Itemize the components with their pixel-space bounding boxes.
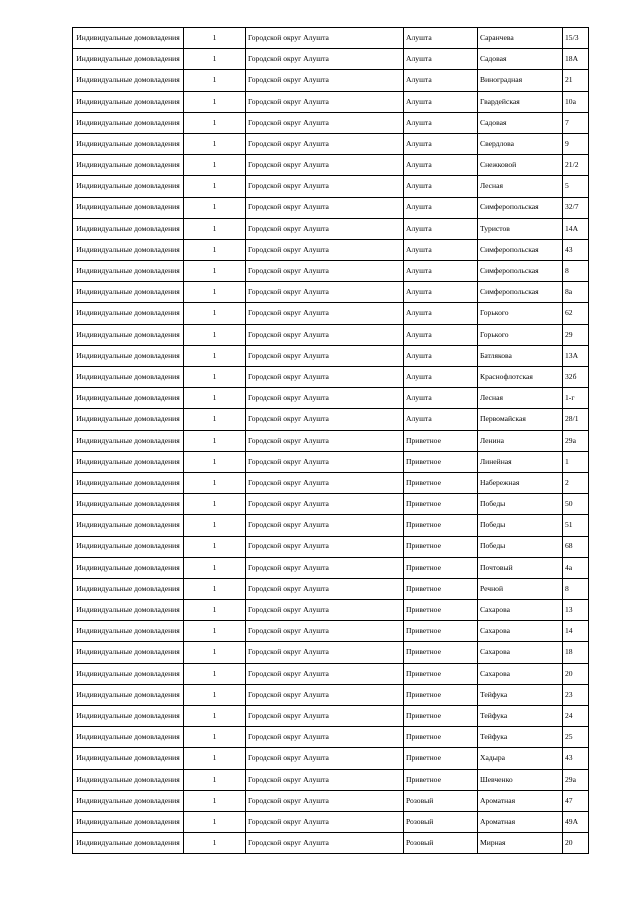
housing-type-cell: Индивидуальные домовладения xyxy=(73,706,184,727)
locality-cell: Алушта xyxy=(404,155,478,176)
house-number-cell: 13 xyxy=(563,600,589,621)
table-row xyxy=(73,239,589,260)
street-cell: Симферопольская xyxy=(478,282,563,303)
housing-type-cell: Индивидуальные домовладения xyxy=(73,49,184,70)
count-cell: 1 xyxy=(184,91,246,112)
table-row xyxy=(73,472,589,493)
table-row xyxy=(73,451,589,472)
house-number-cell: 15/3 xyxy=(563,28,589,49)
count-cell: 1 xyxy=(184,472,246,493)
locality-cell: Алушта xyxy=(404,197,478,218)
locality-cell: Привeтное xyxy=(404,621,478,642)
street-cell: Сахарова xyxy=(478,642,563,663)
house-number-cell: 28/1 xyxy=(563,409,589,430)
street-cell: Симферопольская xyxy=(478,261,563,282)
locality-cell: Розовый xyxy=(404,833,478,854)
housing-type-cell: Индивидуальные домовладения xyxy=(73,388,184,409)
district-cell: Городской округ Алушта xyxy=(246,282,404,303)
house-number-cell: 21 xyxy=(563,70,589,91)
housing-type-cell: Индивидуальные домовладения xyxy=(73,833,184,854)
locality-cell: Алушта xyxy=(404,409,478,430)
table-row xyxy=(73,409,589,430)
house-number-cell: 8а xyxy=(563,282,589,303)
count-cell: 1 xyxy=(184,155,246,176)
count-cell: 1 xyxy=(184,345,246,366)
locality-cell: Алушта xyxy=(404,176,478,197)
street-cell: Ленина xyxy=(478,430,563,451)
street-cell: Лесная xyxy=(478,176,563,197)
table-row xyxy=(73,515,589,536)
house-number-cell: 10а xyxy=(563,91,589,112)
house-number-cell: 29а xyxy=(563,769,589,790)
registry-table xyxy=(72,27,589,854)
count-cell: 1 xyxy=(184,811,246,832)
street-cell: Тейфука xyxy=(478,727,563,748)
locality-cell: Алушта xyxy=(404,388,478,409)
locality-cell: Привeтное xyxy=(404,515,478,536)
house-number-cell: 8 xyxy=(563,578,589,599)
locality-cell: Привeтное xyxy=(404,769,478,790)
house-number-cell: 49А xyxy=(563,811,589,832)
housing-type-cell: Индивидуальные домовладения xyxy=(73,663,184,684)
housing-type-cell: Индивидуальные домовладения xyxy=(73,811,184,832)
count-cell: 1 xyxy=(184,133,246,154)
locality-cell: Привeтное xyxy=(404,536,478,557)
table-row xyxy=(73,600,589,621)
housing-type-cell: Индивидуальные домовладения xyxy=(73,600,184,621)
housing-type-cell: Индивидуальные домовладения xyxy=(73,621,184,642)
table-row xyxy=(73,663,589,684)
house-number-cell: 23 xyxy=(563,684,589,705)
house-number-cell: 43 xyxy=(563,748,589,769)
house-number-cell: 8 xyxy=(563,261,589,282)
table-row xyxy=(73,557,589,578)
housing-type-cell: Индивидуальные домовладения xyxy=(73,578,184,599)
street-cell: Горького xyxy=(478,303,563,324)
count-cell: 1 xyxy=(184,790,246,811)
street-cell: Сахарова xyxy=(478,600,563,621)
house-number-cell: 50 xyxy=(563,494,589,515)
table-row xyxy=(73,49,589,70)
street-cell: Гвардейская xyxy=(478,91,563,112)
housing-type-cell: Индивидуальные домовладения xyxy=(73,727,184,748)
house-number-cell: 43 xyxy=(563,239,589,260)
locality-cell: Привeтное xyxy=(404,430,478,451)
count-cell: 1 xyxy=(184,557,246,578)
district-cell: Городской округ Алушта xyxy=(246,345,404,366)
count-cell: 1 xyxy=(184,49,246,70)
table-row xyxy=(73,112,589,133)
district-cell: Городской округ Алушта xyxy=(246,769,404,790)
table-row xyxy=(73,833,589,854)
count-cell: 1 xyxy=(184,70,246,91)
housing-type-cell: Индивидуальные домовладения xyxy=(73,790,184,811)
district-cell: Городской округ Алушта xyxy=(246,409,404,430)
locality-cell: Привeтное xyxy=(404,494,478,515)
district-cell: Городской округ Алушта xyxy=(246,451,404,472)
district-cell: Городской округ Алушта xyxy=(246,621,404,642)
district-cell: Городской округ Алушта xyxy=(246,261,404,282)
district-cell: Городской округ Алушта xyxy=(246,28,404,49)
street-cell: Почтовый xyxy=(478,557,563,578)
locality-cell: Привeтное xyxy=(404,600,478,621)
house-number-cell: 7 xyxy=(563,112,589,133)
count-cell: 1 xyxy=(184,197,246,218)
house-number-cell: 14 xyxy=(563,621,589,642)
street-cell: Свердлова xyxy=(478,133,563,154)
locality-cell: Привeтное xyxy=(404,578,478,599)
district-cell: Городской округ Алушта xyxy=(246,811,404,832)
housing-type-cell: Индивидуальные домовладения xyxy=(73,769,184,790)
housing-type-cell: Индивидуальные домовладения xyxy=(73,133,184,154)
table-row xyxy=(73,790,589,811)
count-cell: 1 xyxy=(184,388,246,409)
house-number-cell: 29 xyxy=(563,324,589,345)
housing-type-cell: Индивидуальные домовладения xyxy=(73,261,184,282)
district-cell: Городской округ Алушта xyxy=(246,706,404,727)
house-number-cell: 32б xyxy=(563,367,589,388)
housing-type-cell: Индивидуальные домовладения xyxy=(73,239,184,260)
district-cell: Городской округ Алушта xyxy=(246,557,404,578)
locality-cell: Алушта xyxy=(404,282,478,303)
table-row xyxy=(73,748,589,769)
street-cell: Горького xyxy=(478,324,563,345)
count-cell: 1 xyxy=(184,600,246,621)
table-row xyxy=(73,769,589,790)
housing-type-cell: Индивидуальные домовладения xyxy=(73,155,184,176)
house-number-cell: 20 xyxy=(563,833,589,854)
housing-type-cell: Индивидуальные домовладения xyxy=(73,176,184,197)
district-cell: Городской округ Алушта xyxy=(246,684,404,705)
locality-cell: Алушта xyxy=(404,112,478,133)
table-row xyxy=(73,642,589,663)
table-row xyxy=(73,430,589,451)
locality-cell: Алушта xyxy=(404,218,478,239)
locality-cell: Привeтное xyxy=(404,748,478,769)
count-cell: 1 xyxy=(184,706,246,727)
district-cell: Городской округ Алушта xyxy=(246,472,404,493)
count-cell: 1 xyxy=(184,621,246,642)
street-cell: Победы xyxy=(478,494,563,515)
table-row xyxy=(73,494,589,515)
locality-cell: Привeтное xyxy=(404,642,478,663)
house-number-cell: 2 xyxy=(563,472,589,493)
street-cell: Речной xyxy=(478,578,563,599)
housing-type-cell: Индивидуальные домовладения xyxy=(73,218,184,239)
count-cell: 1 xyxy=(184,769,246,790)
street-cell: Тейфука xyxy=(478,684,563,705)
housing-type-cell: Индивидуальные домовладения xyxy=(73,112,184,133)
house-number-cell: 62 xyxy=(563,303,589,324)
district-cell: Городской округ Алушта xyxy=(246,748,404,769)
district-cell: Городской округ Алушта xyxy=(246,176,404,197)
table-row xyxy=(73,345,589,366)
table-row xyxy=(73,324,589,345)
district-cell: Городской округ Алушта xyxy=(246,91,404,112)
table-row xyxy=(73,176,589,197)
count-cell: 1 xyxy=(184,451,246,472)
street-cell: Садовая xyxy=(478,112,563,133)
house-number-cell: 25 xyxy=(563,727,589,748)
street-cell: Победы xyxy=(478,536,563,557)
housing-type-cell: Индивидуальные домовладения xyxy=(73,557,184,578)
locality-cell: Привeтное xyxy=(404,451,478,472)
house-number-cell: 4а xyxy=(563,557,589,578)
count-cell: 1 xyxy=(184,218,246,239)
district-cell: Городской округ Алушта xyxy=(246,197,404,218)
house-number-cell: 14А xyxy=(563,218,589,239)
district-cell: Городской округ Алушта xyxy=(246,388,404,409)
housing-type-cell: Индивидуальные домовладения xyxy=(73,70,184,91)
table-row xyxy=(73,91,589,112)
count-cell: 1 xyxy=(184,261,246,282)
street-cell: Лесная xyxy=(478,388,563,409)
house-number-cell: 29а xyxy=(563,430,589,451)
street-cell: Линейная xyxy=(478,451,563,472)
locality-cell: Привeтное xyxy=(404,472,478,493)
house-number-cell: 51 xyxy=(563,515,589,536)
housing-type-cell: Индивидуальные домовладения xyxy=(73,515,184,536)
housing-type-cell: Индивидуальные домовладения xyxy=(73,367,184,388)
count-cell: 1 xyxy=(184,176,246,197)
table-row xyxy=(73,28,589,49)
house-number-cell: 5 xyxy=(563,176,589,197)
street-cell: Саранчева xyxy=(478,28,563,49)
count-cell: 1 xyxy=(184,112,246,133)
street-cell: Снежковой xyxy=(478,155,563,176)
house-number-cell: 47 xyxy=(563,790,589,811)
count-cell: 1 xyxy=(184,748,246,769)
street-cell: Первомайская xyxy=(478,409,563,430)
count-cell: 1 xyxy=(184,642,246,663)
table-row xyxy=(73,282,589,303)
housing-type-cell: Индивидуальные домовладения xyxy=(73,324,184,345)
housing-type-cell: Индивидуальные домовладения xyxy=(73,748,184,769)
count-cell: 1 xyxy=(184,684,246,705)
house-number-cell: 24 xyxy=(563,706,589,727)
table-row xyxy=(73,706,589,727)
district-cell: Городской округ Алушта xyxy=(246,663,404,684)
street-cell: Ароматная xyxy=(478,790,563,811)
count-cell: 1 xyxy=(184,282,246,303)
table-row xyxy=(73,70,589,91)
house-number-cell: 18А xyxy=(563,49,589,70)
locality-cell: Привeтное xyxy=(404,663,478,684)
district-cell: Городской округ Алушта xyxy=(246,324,404,345)
district-cell: Городской округ Алушта xyxy=(246,515,404,536)
housing-type-cell: Индивидуальные домовладения xyxy=(73,28,184,49)
house-number-cell: 1-г xyxy=(563,388,589,409)
street-cell: Тейфука xyxy=(478,706,563,727)
street-cell: Сахарова xyxy=(478,663,563,684)
count-cell: 1 xyxy=(184,494,246,515)
table-row xyxy=(73,133,589,154)
district-cell: Городской округ Алушта xyxy=(246,430,404,451)
locality-cell: Алушта xyxy=(404,345,478,366)
locality-cell: Алушта xyxy=(404,49,478,70)
housing-type-cell: Индивидуальные домовладения xyxy=(73,494,184,515)
table-row xyxy=(73,621,589,642)
table-row xyxy=(73,367,589,388)
house-number-cell: 1 xyxy=(563,451,589,472)
table-row xyxy=(73,684,589,705)
count-cell: 1 xyxy=(184,409,246,430)
locality-cell: Алушта xyxy=(404,133,478,154)
locality-cell: Алушта xyxy=(404,324,478,345)
locality-cell: Привeтное xyxy=(404,684,478,705)
street-cell: Симферопольская xyxy=(478,239,563,260)
count-cell: 1 xyxy=(184,430,246,451)
locality-cell: Розовый xyxy=(404,790,478,811)
district-cell: Городской округ Алушта xyxy=(246,133,404,154)
district-cell: Городской округ Алушта xyxy=(246,303,404,324)
count-cell: 1 xyxy=(184,324,246,345)
house-number-cell: 20 xyxy=(563,663,589,684)
housing-type-cell: Индивидуальные домовладения xyxy=(73,91,184,112)
housing-type-cell: Индивидуальные домовладения xyxy=(73,282,184,303)
street-cell: Краснофлотская xyxy=(478,367,563,388)
street-cell: Хадыра xyxy=(478,748,563,769)
locality-cell: Алушта xyxy=(404,28,478,49)
house-number-cell: 21/2 xyxy=(563,155,589,176)
street-cell: Шевченко xyxy=(478,769,563,790)
house-number-cell: 18 xyxy=(563,642,589,663)
district-cell: Городской округ Алушта xyxy=(246,155,404,176)
table-row xyxy=(73,261,589,282)
locality-cell: Привeтное xyxy=(404,706,478,727)
table-row xyxy=(73,811,589,832)
district-cell: Городской округ Алушта xyxy=(246,727,404,748)
count-cell: 1 xyxy=(184,536,246,557)
count-cell: 1 xyxy=(184,515,246,536)
district-cell: Городской округ Алушта xyxy=(246,112,404,133)
count-cell: 1 xyxy=(184,303,246,324)
housing-type-cell: Индивидуальные домовладения xyxy=(73,197,184,218)
street-cell: Садовая xyxy=(478,49,563,70)
table-row xyxy=(73,578,589,599)
table-row xyxy=(73,388,589,409)
house-number-cell: 32/7 xyxy=(563,197,589,218)
count-cell: 1 xyxy=(184,663,246,684)
table-body xyxy=(73,28,589,854)
count-cell: 1 xyxy=(184,239,246,260)
district-cell: Городской округ Алушта xyxy=(246,494,404,515)
locality-cell: Алушта xyxy=(404,91,478,112)
district-cell: Городской округ Алушта xyxy=(246,833,404,854)
table-row xyxy=(73,727,589,748)
district-cell: Городской округ Алушта xyxy=(246,239,404,260)
house-number-cell: 68 xyxy=(563,536,589,557)
district-cell: Городской округ Алушта xyxy=(246,367,404,388)
housing-type-cell: Индивидуальные домовладения xyxy=(73,684,184,705)
table-row xyxy=(73,218,589,239)
housing-type-cell: Индивидуальные домовладения xyxy=(73,345,184,366)
street-cell: Ароматная xyxy=(478,811,563,832)
district-cell: Городской округ Алушта xyxy=(246,218,404,239)
housing-type-cell: Индивидуальные домовладения xyxy=(73,303,184,324)
housing-type-cell: Индивидуальные домовладения xyxy=(73,409,184,430)
table-row xyxy=(73,155,589,176)
street-cell: Мирная xyxy=(478,833,563,854)
street-cell: Батлякова xyxy=(478,345,563,366)
district-cell: Городской округ Алушта xyxy=(246,578,404,599)
street-cell: Победы xyxy=(478,515,563,536)
street-cell: Симферопольская xyxy=(478,197,563,218)
street-cell: Сахарова xyxy=(478,621,563,642)
house-number-cell: 13А xyxy=(563,345,589,366)
locality-cell: Розовый xyxy=(404,811,478,832)
locality-cell: Алушта xyxy=(404,70,478,91)
locality-cell: Привeтное xyxy=(404,727,478,748)
district-cell: Городской округ Алушта xyxy=(246,600,404,621)
locality-cell: Алушта xyxy=(404,261,478,282)
table-row xyxy=(73,197,589,218)
count-cell: 1 xyxy=(184,28,246,49)
count-cell: 1 xyxy=(184,833,246,854)
housing-type-cell: Индивидуальные домовладения xyxy=(73,536,184,557)
street-cell: Виноградная xyxy=(478,70,563,91)
locality-cell: Алушта xyxy=(404,367,478,388)
district-cell: Городской округ Алушта xyxy=(246,790,404,811)
district-cell: Городской округ Алушта xyxy=(246,70,404,91)
housing-type-cell: Индивидуальные домовладения xyxy=(73,451,184,472)
housing-type-cell: Индивидуальные домовладения xyxy=(73,430,184,451)
street-cell: Набережная xyxy=(478,472,563,493)
street-cell: Туристов xyxy=(478,218,563,239)
district-cell: Городской округ Алушта xyxy=(246,49,404,70)
table-row xyxy=(73,536,589,557)
district-cell: Городской округ Алушта xyxy=(246,642,404,663)
house-number-cell: 9 xyxy=(563,133,589,154)
locality-cell: Алушта xyxy=(404,303,478,324)
locality-cell: Привeтное xyxy=(404,557,478,578)
locality-cell: Алушта xyxy=(404,239,478,260)
housing-type-cell: Индивидуальные домовладения xyxy=(73,642,184,663)
count-cell: 1 xyxy=(184,367,246,388)
district-cell: Городской округ Алушта xyxy=(246,536,404,557)
count-cell: 1 xyxy=(184,727,246,748)
table-row xyxy=(73,303,589,324)
count-cell: 1 xyxy=(184,578,246,599)
housing-type-cell: Индивидуальные домовладения xyxy=(73,472,184,493)
